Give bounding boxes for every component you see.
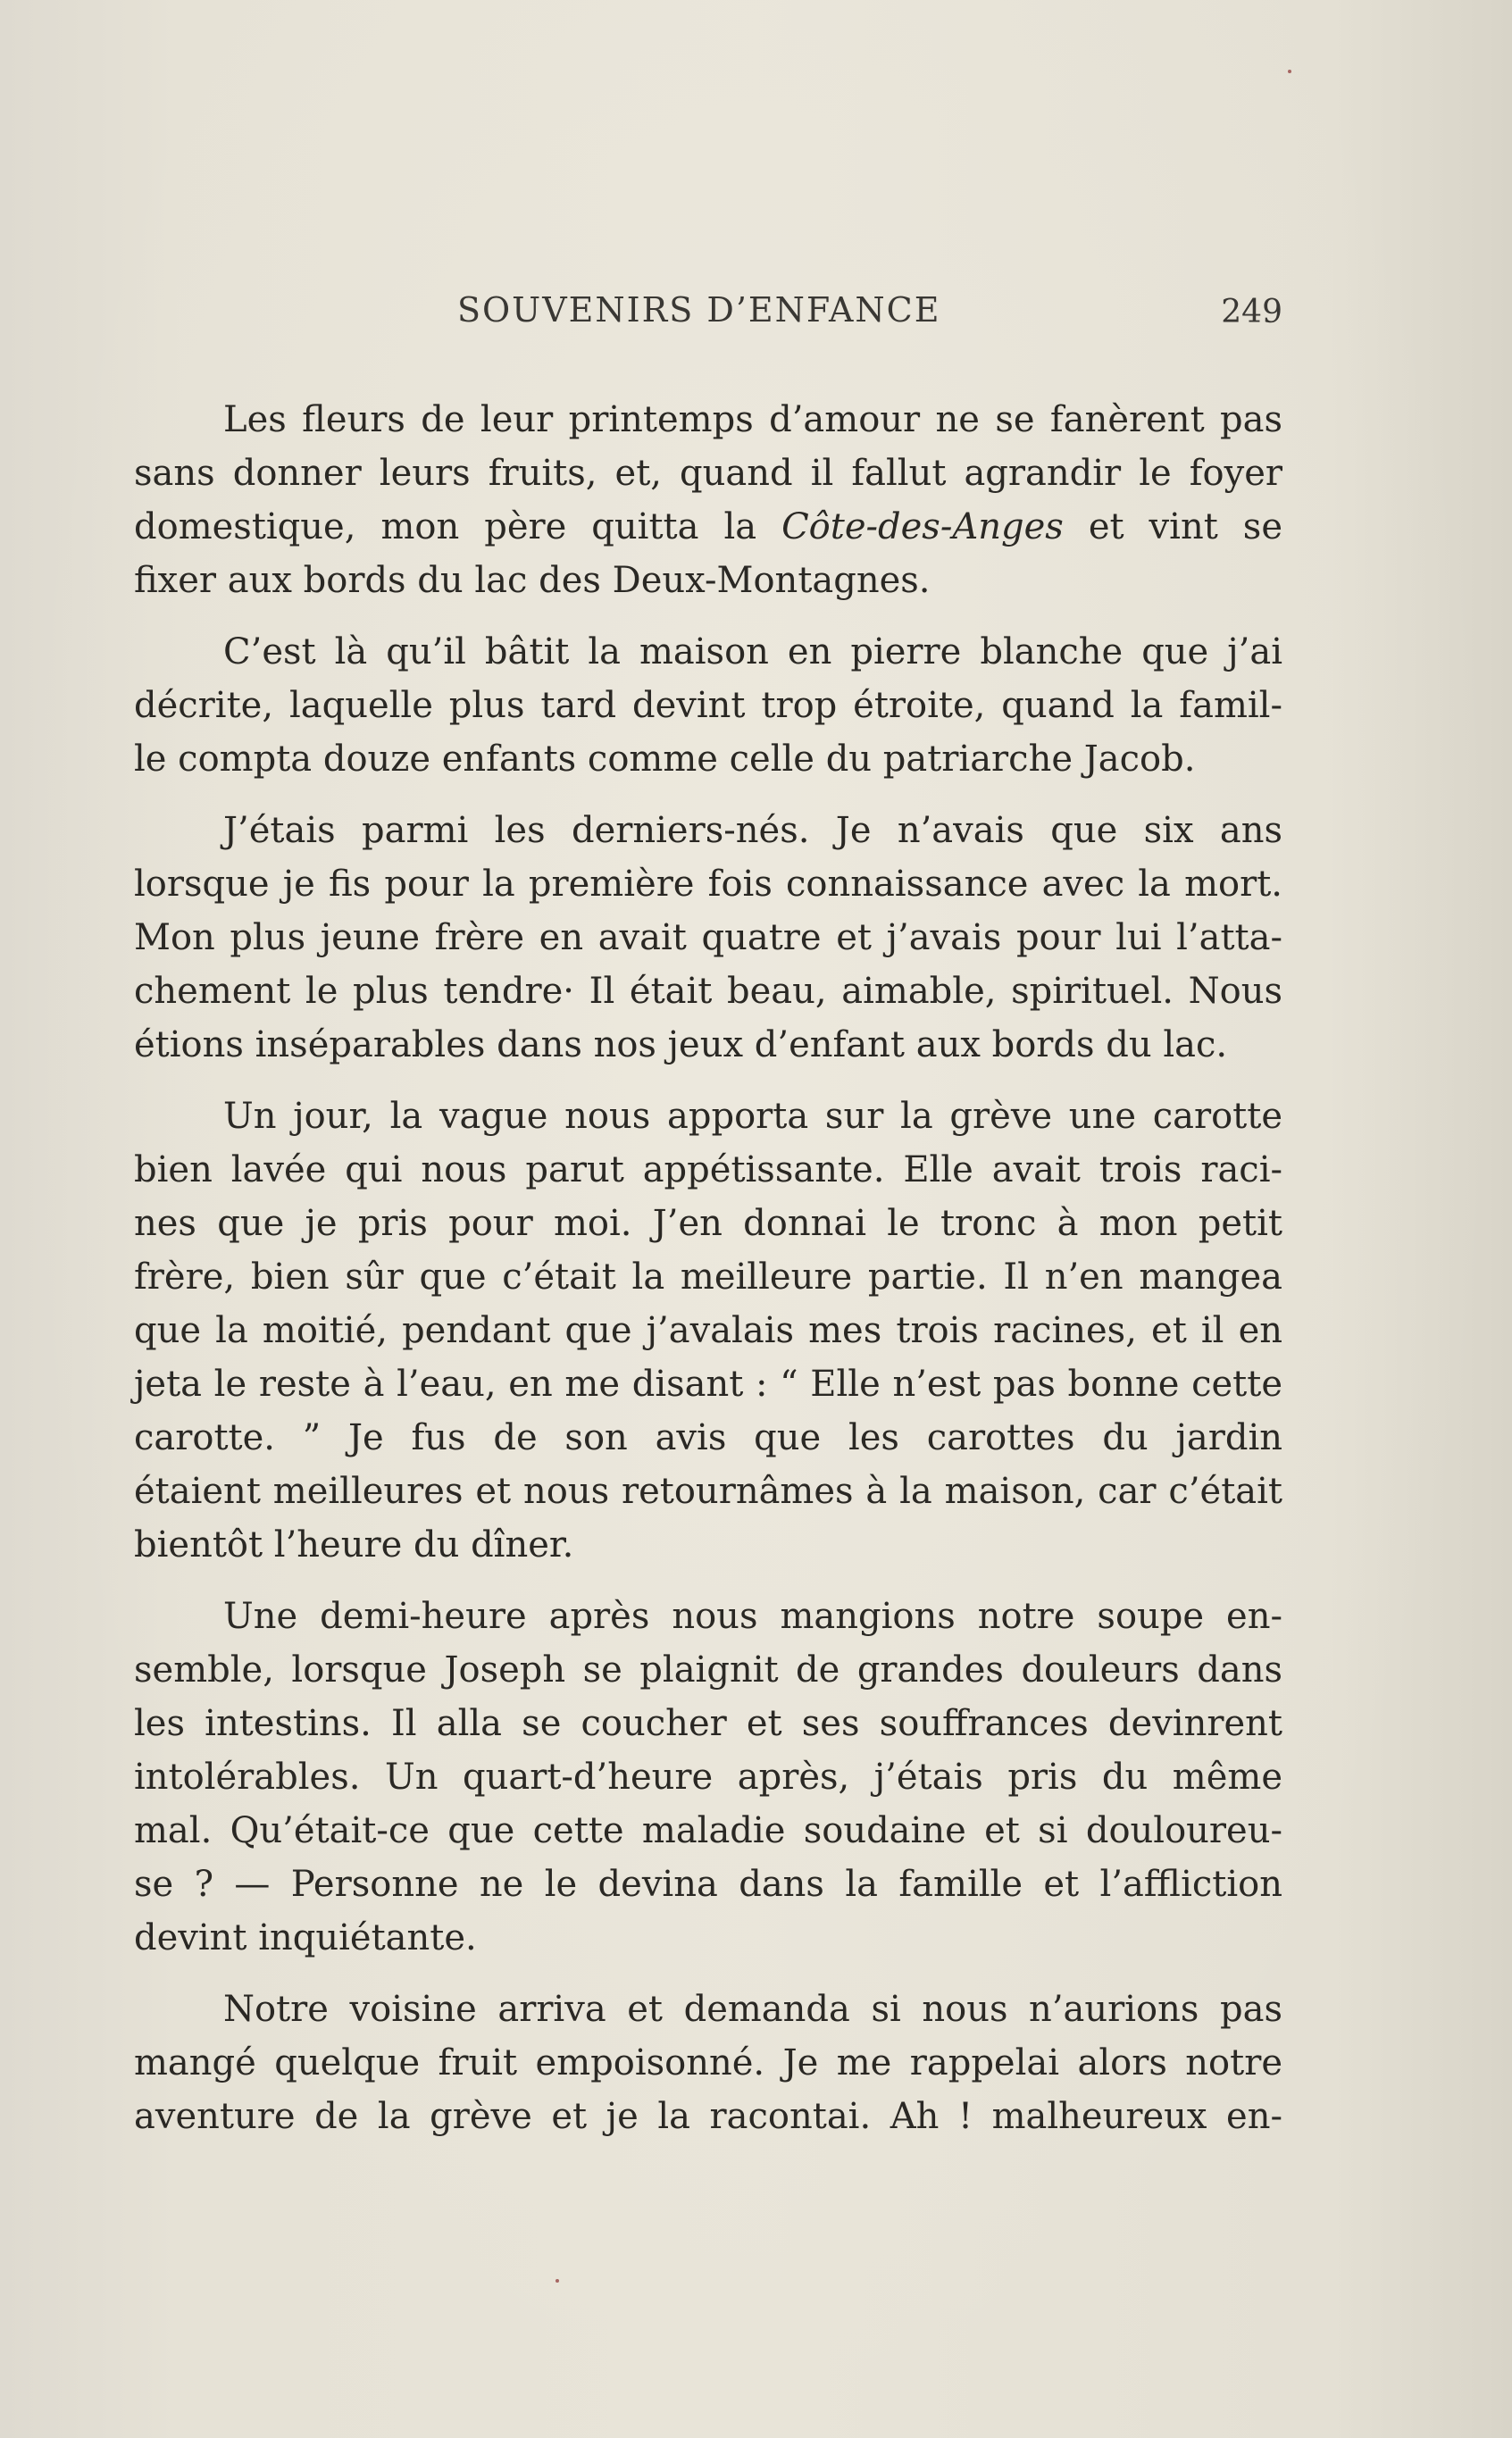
body-text xyxy=(134,393,1282,2143)
paper-speck xyxy=(556,2279,559,2283)
text-line: J’étais parmi les derniers-nés. Je n’avais que six ans xyxy=(223,810,1282,851)
text-line: chement le plus tendre· Il était beau, aimable, spirituel. Nous xyxy=(134,971,1282,1012)
text-line: fixer aux bords du lac des Deux-Montagnes. xyxy=(134,560,931,601)
paper-speck xyxy=(1288,70,1291,73)
text-line-with-italic xyxy=(134,500,1282,554)
text-line: étions inséparables dans nos jeux d’enfant aux bords du lac. xyxy=(134,1024,1228,1065)
text-line: frère, bien sûr que c’était la meilleure partie. Il n’en mangea xyxy=(134,1257,1282,1298)
text-line: nes que je pris pour moi. J’en donnai le tronc à mon petit xyxy=(134,1203,1282,1244)
text-line: devint inquiétante. xyxy=(134,1917,477,1958)
page-number: 249 xyxy=(1221,294,1282,330)
text-line: Une demi-heure après nous mangions notre soupe en- xyxy=(223,1596,1282,1637)
text-line: Un jour, la vague nous apporta sur la grève une carotte xyxy=(223,1096,1282,1137)
text-line: lorsque je fis pour la première fois connaissance avec la mort. xyxy=(134,864,1282,905)
text-segment: domestique, mon père quitta la xyxy=(134,506,757,547)
text-line: mangé quelque fruit empoisonné. Je me rappelai alors notre xyxy=(134,2042,1282,2083)
text-segment: et vint se xyxy=(1088,506,1282,547)
text-line: bientôt l’heure du dîner. xyxy=(134,1524,574,1565)
text-line: Mon plus jeune frère en avait quatre et j’avais pour lui l’atta- xyxy=(134,917,1282,958)
text-line: que la moitié, pendant que j’avalais mes trois racines, et il en xyxy=(134,1310,1282,1351)
text-line: sans donner leurs fruits, et, quand il fallut agrandir le foyer xyxy=(134,453,1282,494)
text-line: étaient meilleures et nous retournâmes à la maison, car c’était xyxy=(134,1471,1282,1512)
paragraph xyxy=(134,1090,1282,1572)
paragraph xyxy=(134,625,1282,786)
text-line: décrite, laquelle plus tard devint trop étroite, quand la famil- xyxy=(134,685,1282,726)
running-head xyxy=(134,290,1282,335)
text-line: carotte. ” Je fus de son avis que les carottes du jardin xyxy=(134,1417,1282,1458)
text-line: Les fleurs de leur printemps d’amour ne se fanèrent pas xyxy=(223,399,1282,440)
running-head-title: SOUVENIRS D’ENFANCE xyxy=(457,290,941,330)
paragraph xyxy=(134,804,1282,1072)
text-line: semble, lorsque Joseph se plaignit de grandes douleurs dans xyxy=(134,1649,1282,1691)
text-line: le compta douze enfants comme celle du patriarche Jacob. xyxy=(134,739,1196,780)
text-line: aventure de la grève et je la racontai. Ah ! malheureux en- xyxy=(134,2096,1282,2137)
text-line: jeta le reste à l’eau, en me disant : “ Elle n’est pas bonne cette xyxy=(134,1364,1282,1405)
text-line: bien lavée qui nous parut appétissante. Elle avait trois raci- xyxy=(134,1149,1282,1190)
text-line: les intestins. Il alla se coucher et ses souffrances devinrent xyxy=(134,1703,1282,1744)
place-name-italic: Côte-des-Anges xyxy=(781,506,1064,547)
text-line: se ? — Personne ne le devina dans la famille et l’affliction xyxy=(134,1864,1282,1905)
text-line: mal. Qu’était-ce que cette maladie soudaine et si douloureu- xyxy=(134,1810,1282,1851)
text-line: intolérables. Un quart-d’heure après, j’étais pris du même xyxy=(134,1757,1282,1798)
paragraph xyxy=(134,1983,1282,2143)
paragraph xyxy=(134,1590,1282,1965)
text-line: C’est là qu’il bâtit la maison en pierre blanche que j’ai xyxy=(223,631,1282,672)
paragraph xyxy=(134,393,1282,607)
text-line: Notre voisine arriva et demanda si nous n’aurions pas xyxy=(223,1989,1282,2030)
